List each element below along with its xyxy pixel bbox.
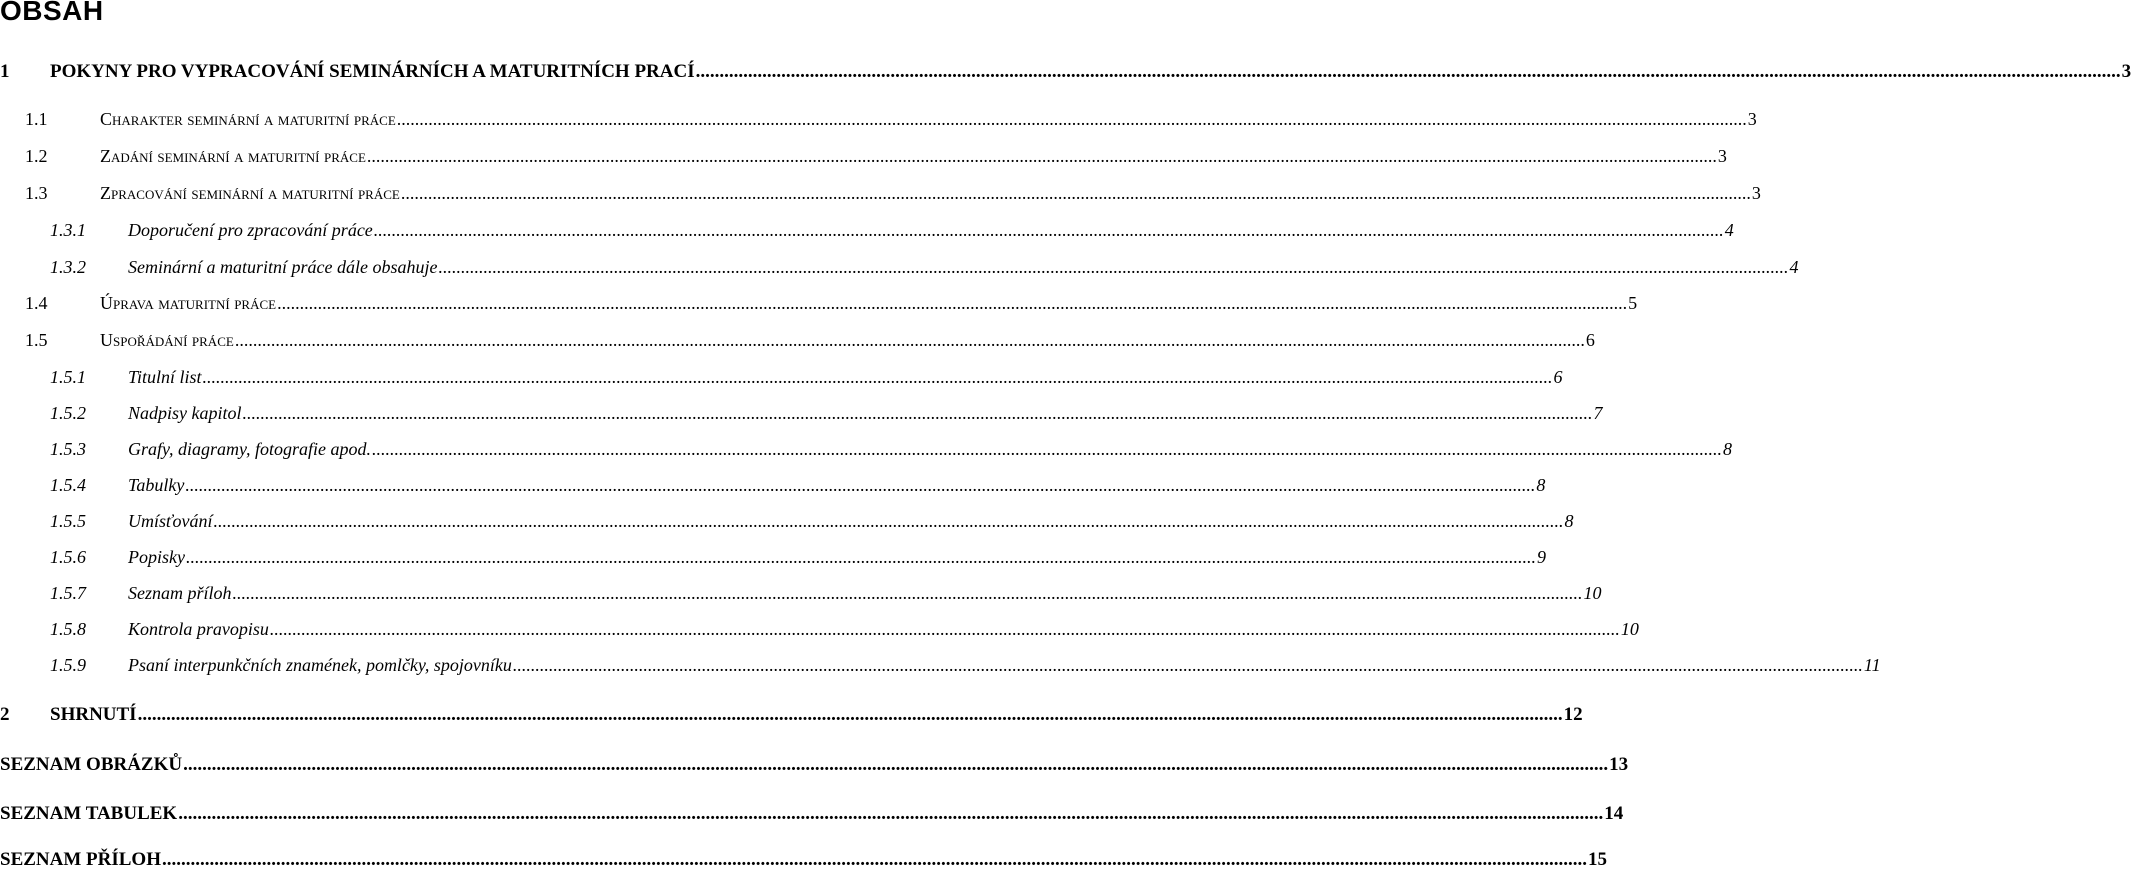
- dot-leader: ............................................................................................................................................................................................................................................................................................................: [438, 257, 1789, 277]
- toc-entry-1-3-1[interactable]: [50, 219, 1734, 241]
- toc-entry-number: 2: [0, 704, 10, 725]
- toc-entry-number: 1: [0, 61, 10, 82]
- toc-entry-2[interactable]: [0, 704, 1583, 726]
- toc-entry-page: 3: [1747, 109, 1757, 129]
- toc-entry-number: 1.5.6: [50, 547, 86, 567]
- toc-entry-title: SHRNUTÍ: [50, 704, 137, 725]
- toc-entry-number: 1.5.8: [50, 619, 86, 639]
- toc-entry-page: 8: [1564, 511, 1574, 531]
- toc-entry-number: 1.5.5: [50, 511, 86, 531]
- dot-leader: ............................................................................................................................................................................................................................................................................................................: [277, 293, 1628, 313]
- toc-entry-title: Psaní interpunkčních znamének, pomlčky, spojovníku: [128, 655, 512, 675]
- toc-entry-1-1[interactable]: [25, 108, 1757, 130]
- toc-entry-number: 1.5.1: [50, 367, 86, 387]
- toc-entry-page: 5: [1628, 293, 1638, 313]
- toc-entry-page: 12: [1563, 704, 1583, 725]
- toc-entry-page: 8: [1536, 475, 1546, 495]
- toc-entry-page: 4: [1789, 257, 1799, 277]
- toc-entry-title: Uspořádání práce: [100, 330, 234, 350]
- dot-leader: ............................................................................................................................................................................................................................................................................................................: [372, 439, 1722, 459]
- toc-entry-title: POKYNY PRO VYPRACOVÁNÍ SEMINÁRNÍCH A MATURITNÍCH PRACÍ: [50, 61, 695, 82]
- toc-entry-title: Umísťování: [128, 511, 213, 531]
- toc-entry-title: Seminární a maturitní práce dále obsahuje: [128, 257, 438, 277]
- toc-entry-1-5-5[interactable]: [50, 510, 1574, 532]
- toc-entry-title: Doporučení pro zpracování práce: [128, 220, 373, 240]
- dot-leader: ............................................................................................................................................................................................................................................................................................................: [396, 109, 1747, 129]
- dot-leader: ............................................................................................................................................................................................................................................................................................................: [234, 330, 1585, 350]
- dot-leader: ............................................................................................................................................................................................................................................................................................................: [269, 619, 1620, 639]
- dot-leader: ............................................................................................................................................................................................................................................................................................................: [213, 511, 1564, 531]
- toc-entry-page: 11: [1863, 655, 1881, 675]
- toc-entry-title: SEZNAM TABULEK: [0, 803, 178, 824]
- toc-entry-page: 6: [1585, 330, 1595, 350]
- toc-entry-page: 10: [1620, 619, 1639, 639]
- toc-entry-1-5-3[interactable]: [50, 438, 1732, 460]
- toc-entry-title: Zadání seminární a maturitní práce: [100, 146, 366, 166]
- toc-entry-title: Nadpisy kapitol: [128, 403, 242, 423]
- toc-entry-number: 1.5.4: [50, 475, 86, 495]
- toc-entry-number: 1.5.7: [50, 583, 86, 603]
- toc-entry-page: 3: [2121, 61, 2131, 82]
- page-title: OBSAH: [0, 0, 104, 26]
- toc-entry-1-3[interactable]: [25, 182, 1761, 204]
- toc-entry-page: 6: [1553, 367, 1563, 387]
- dot-leader: ............................................................................................................................................................................................................................................................................................................: [185, 547, 1536, 567]
- toc-entry-1-2[interactable]: [25, 145, 1727, 167]
- toc-entry-page: 8: [1723, 439, 1732, 459]
- toc-entry-page: 15: [1588, 849, 1607, 870]
- toc-entry-page: 13: [1609, 754, 1629, 775]
- toc-entry-1-3-2[interactable]: [50, 256, 1799, 278]
- dot-leader: ............................................................................................................................................................................................................................................................................................................: [137, 704, 1563, 725]
- toc-entry-number: 1.2: [25, 146, 48, 166]
- toc-entry-number: 1.4: [25, 293, 48, 313]
- toc-entry-1-5-6[interactable]: [50, 546, 1546, 568]
- dot-leader: ............................................................................................................................................................................................................................................................................................................: [242, 403, 1593, 423]
- toc-entry-1-5-2[interactable]: [50, 402, 1603, 424]
- dot-leader: ............................................................................................................................................................................................................................................................................................................: [366, 146, 1717, 166]
- toc-entry-title: Titulní list: [128, 367, 202, 387]
- toc-entry-1[interactable]: [0, 61, 2131, 83]
- toc-entry-1-5[interactable]: [25, 329, 1595, 351]
- dot-leader: ............................................................................................................................................................................................................................................................................................................: [183, 754, 1609, 775]
- toc-entry-page: 7: [1593, 403, 1603, 423]
- toc-entry-1-4[interactable]: [25, 292, 1638, 314]
- toc-entry-seznam-priloh[interactable]: [0, 849, 1607, 871]
- toc-entry-seznam-tabulek[interactable]: [0, 803, 1624, 825]
- dot-leader: ............................................................................................................................................................................................................................................................................................................: [400, 183, 1751, 203]
- toc-entry-1-5-9[interactable]: [50, 654, 1881, 676]
- toc-entry-number: 1.5.3: [50, 439, 86, 459]
- dot-leader: ............................................................................................................................................................................................................................................................................................................: [202, 367, 1553, 387]
- toc-entry-number: 1.5.2: [50, 403, 86, 423]
- toc-entry-title: Úprava maturitní práce: [100, 293, 277, 313]
- toc-entry-page: 3: [1717, 146, 1727, 166]
- dot-leader: ............................................................................................................................................................................................................................................................................................................: [512, 655, 1863, 675]
- toc-entry-title: SEZNAM PŘÍLOH: [0, 849, 161, 870]
- toc-entry-number: 1.3.1: [50, 220, 86, 240]
- toc-entry-page: 4: [1724, 220, 1734, 240]
- toc-entry-1-5-8[interactable]: [50, 618, 1639, 640]
- toc-entry-title: Grafy, diagramy, fotografie apod.: [128, 439, 371, 459]
- toc-entry-page: 3: [1751, 183, 1761, 203]
- toc-entry-title: Seznam příloh: [128, 583, 232, 603]
- toc-entry-number: 1.3: [25, 183, 48, 203]
- toc-entry-number: 1.5.9: [50, 655, 86, 675]
- toc-entry-1-5-4[interactable]: [50, 474, 1546, 496]
- toc-entry-title: SEZNAM OBRÁZKŮ: [0, 754, 183, 775]
- toc-entry-page: 14: [1604, 803, 1624, 824]
- toc-entry-number: 1.5: [25, 330, 48, 350]
- toc-entry-title: Zpracování seminární a maturitní práce: [100, 183, 400, 203]
- toc-entry-title: Kontrola pravopisu: [128, 619, 269, 639]
- toc-entry-1-5-1[interactable]: [50, 366, 1563, 388]
- dot-leader: ............................................................................................................................................................................................................................................................................................................: [178, 803, 1604, 824]
- toc-entry-page: 10: [1583, 583, 1602, 603]
- toc-entry-seznam-obrazku[interactable]: [0, 754, 1629, 776]
- toc-entry-page: 9: [1536, 547, 1546, 567]
- dot-leader: ............................................................................................................................................................................................................................................................................................................: [232, 583, 1583, 603]
- toc-entry-title: Charakter seminární a maturitní práce: [100, 109, 396, 129]
- dot-leader: ............................................................................................................................................................................................................................................................................................................: [695, 61, 2121, 82]
- toc-entry-title: Popisky: [128, 547, 185, 567]
- toc-entry-1-5-7[interactable]: [50, 582, 1602, 604]
- toc-entry-number: 1.1: [25, 109, 48, 129]
- toc-entry-title: Tabulky: [128, 475, 185, 495]
- dot-leader: ............................................................................................................................................................................................................................................................................................................: [373, 220, 1724, 240]
- dot-leader: ............................................................................................................................................................................................................................................................................................................: [162, 849, 1587, 870]
- toc-entry-number: 1.3.2: [50, 257, 86, 277]
- dot-leader: ............................................................................................................................................................................................................................................................................................................: [185, 475, 1536, 495]
